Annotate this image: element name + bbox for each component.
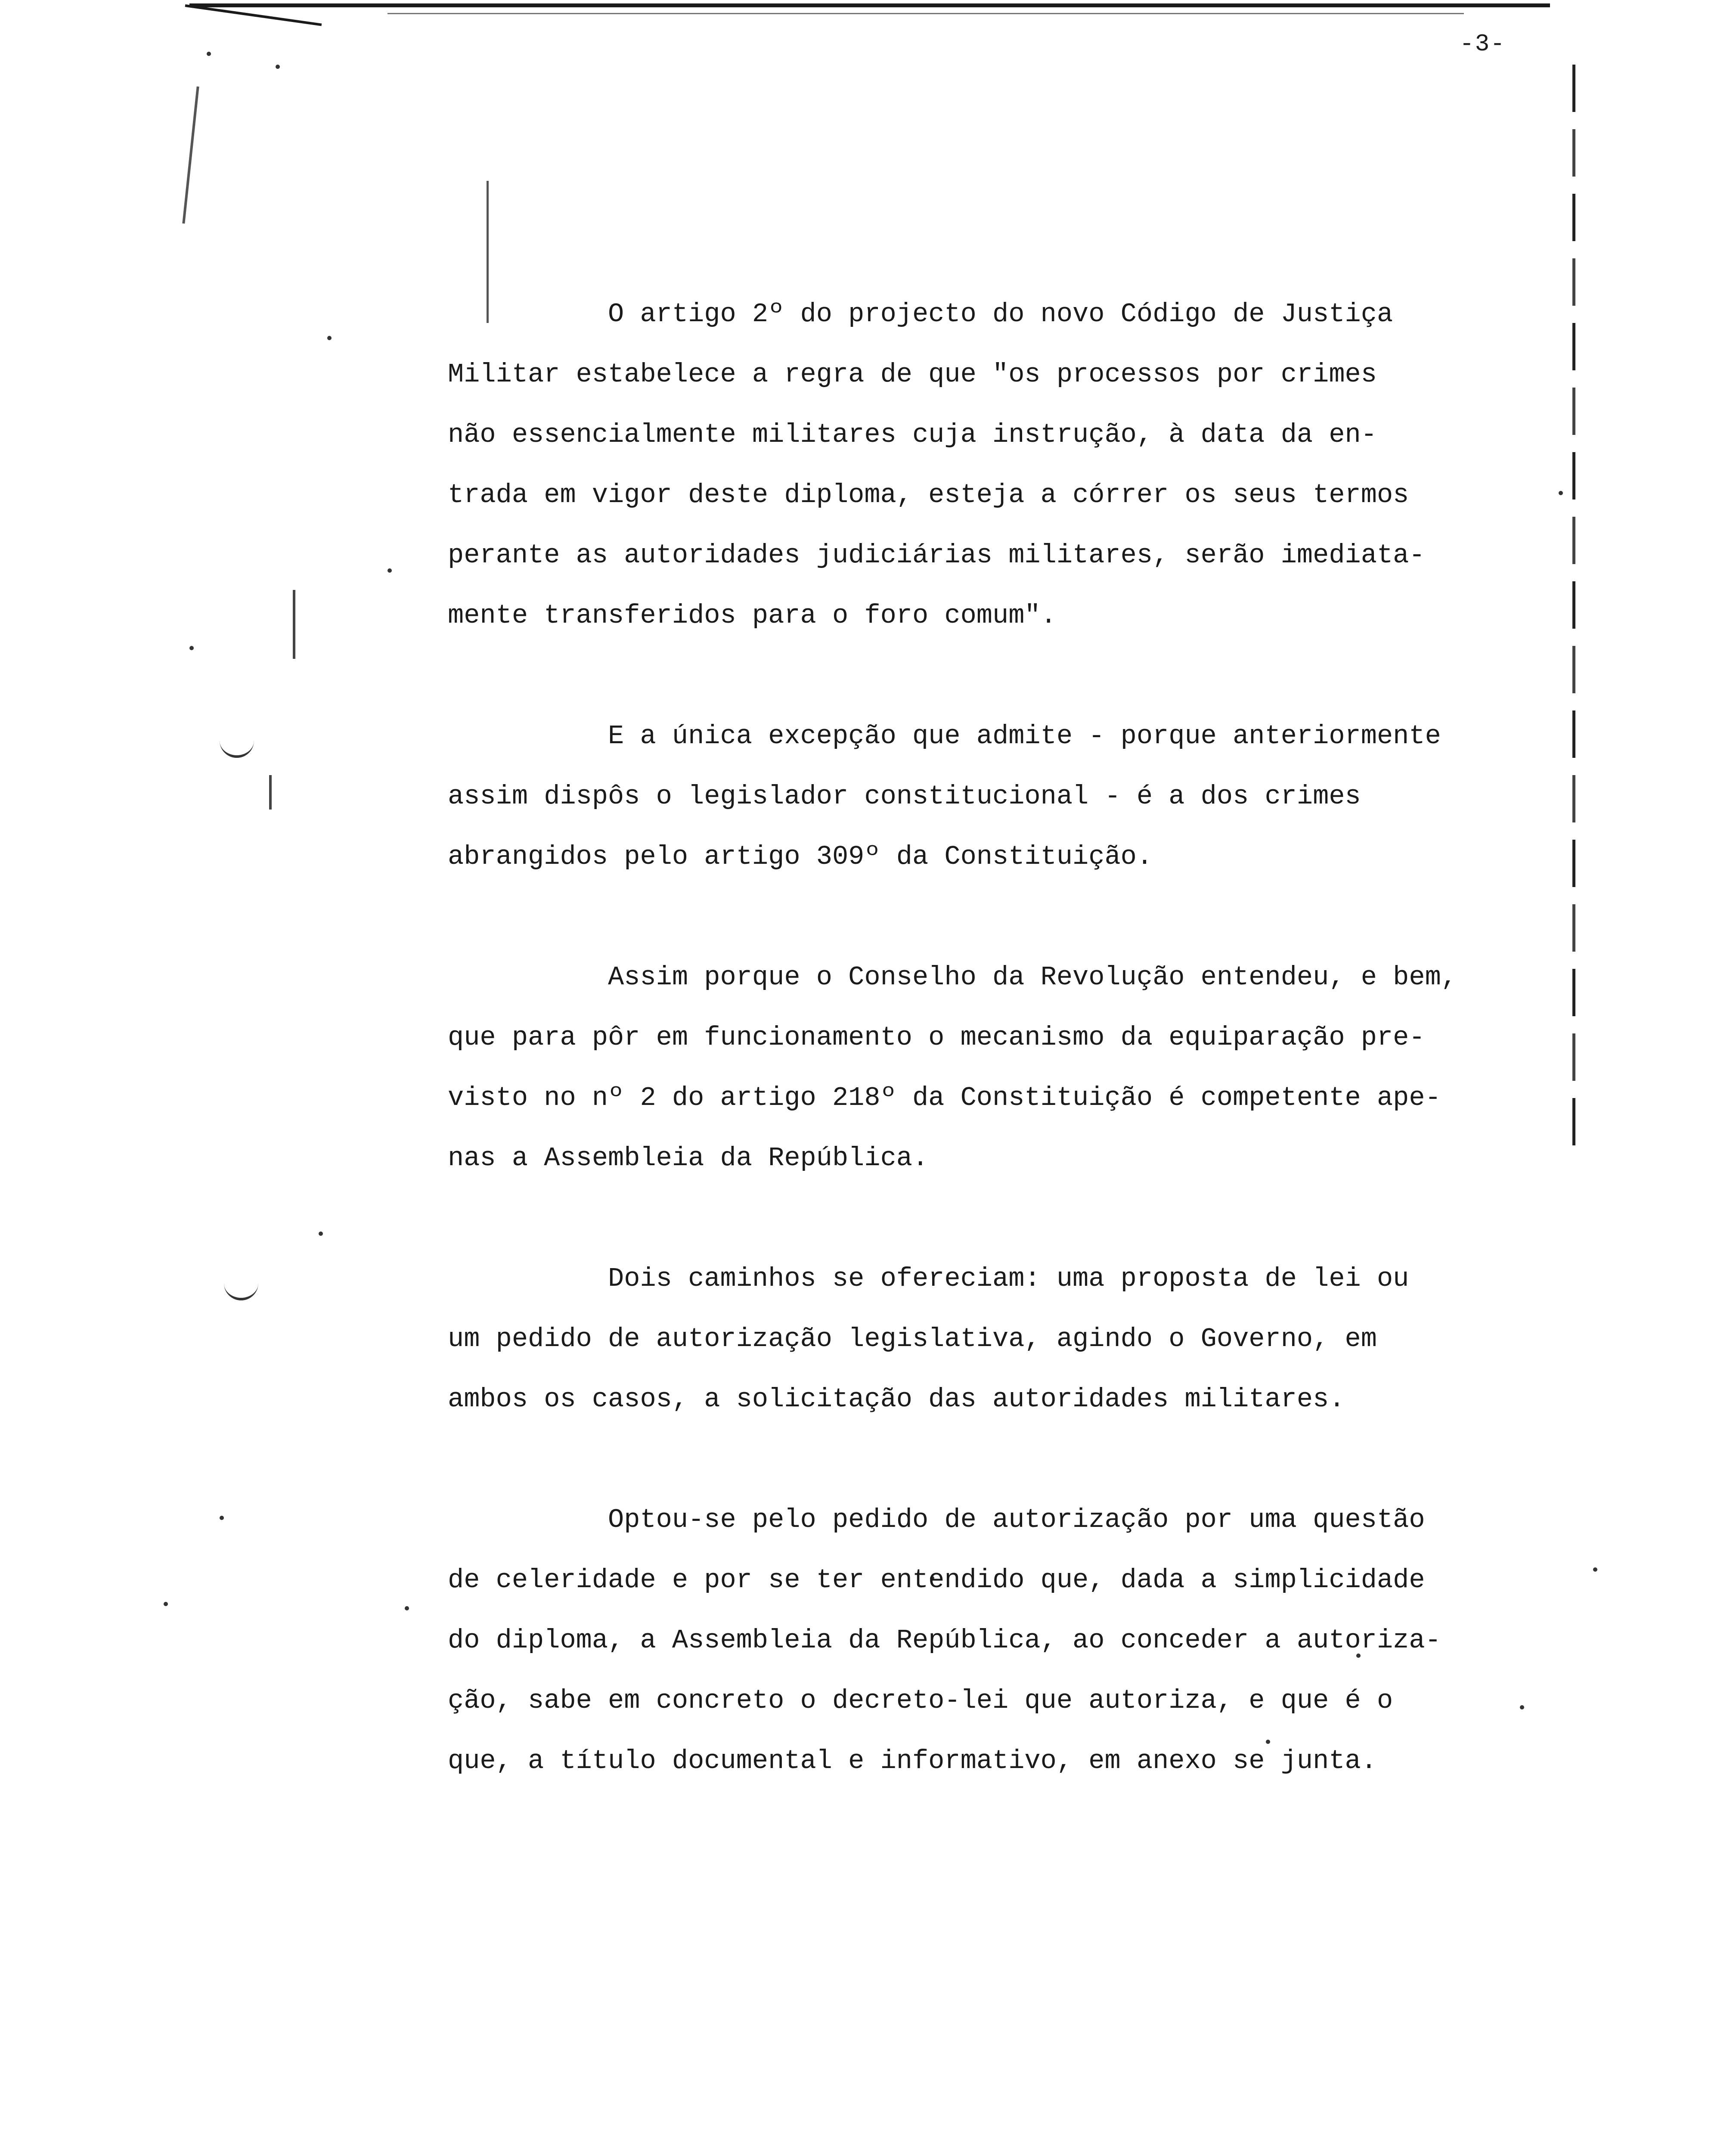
scan-speck <box>207 52 211 56</box>
text-line: assim dispôs o legislador constitucional - é a dos crimes <box>448 781 1361 812</box>
text-line: perante as autoridades judiciárias militares, serão imediata- <box>448 540 1425 571</box>
text-line: que, a título documental e informativo, em anexo se junta. <box>448 1746 1377 1776</box>
text-line: do diploma, a Assembleia da República, ao conceder a autoriza- <box>448 1625 1441 1656</box>
scan-speck <box>319 1232 323 1236</box>
scan-speck <box>388 568 392 573</box>
text-line: O artigo 2º do projecto do novo Código de Justiça <box>448 299 1393 329</box>
text-line: trada em vigor deste diploma, esteja a córrer os seus termos <box>448 480 1409 510</box>
text-line: Assim porque o Conselho da Revolução entendeu, e bem, <box>448 962 1457 993</box>
paragraph-4 <box>448 1249 1550 1430</box>
paragraph-3 <box>448 947 1550 1188</box>
paragraph-2 <box>448 706 1550 887</box>
text-line: Militar estabelece a regra de que "os processos por crimes <box>448 359 1377 390</box>
scan-right-edge <box>1572 65 1575 1150</box>
scan-speck <box>189 646 194 650</box>
text-line: visto no nº 2 do artigo 218º da Constituição é competente ape- <box>448 1083 1441 1113</box>
scan-top-rule-thin <box>388 13 1464 14</box>
scan-smudge <box>220 741 254 758</box>
scan-left-mark <box>293 590 295 659</box>
scan-speck <box>276 65 280 69</box>
text-line: mente transferidos para o foro comum". <box>448 600 1057 631</box>
scan-top-rule <box>189 3 1550 7</box>
text-line: Optou-se pelo pedido de autorização por uma questão <box>448 1505 1425 1535</box>
scan-left-mark <box>269 775 272 810</box>
body-text <box>448 284 1550 1852</box>
scan-speck <box>1593 1567 1597 1572</box>
scan-speck <box>164 1602 168 1606</box>
page-number: -3- <box>1460 30 1506 58</box>
paragraph-1 <box>448 284 1550 646</box>
text-line: E a única excepção que admite - porque anteriormente <box>448 721 1441 751</box>
scan-smudge <box>224 1283 258 1300</box>
text-line: ambos os casos, a solicitação das autoridades militares. <box>448 1384 1345 1415</box>
scan-speck <box>220 1516 224 1520</box>
text-line: que para pôr em funcionamento o mecanismo da equiparação pre- <box>448 1022 1425 1053</box>
text-line: nas a Assembleia da República. <box>448 1143 929 1173</box>
text-line: Dois caminhos se ofereciam: uma proposta de lei ou <box>448 1263 1409 1294</box>
scan-corner-line <box>185 4 322 26</box>
text-line: abrangidos pelo artigo 309º da Constituição. <box>448 841 1153 872</box>
text-line: ção, sabe em concreto o decreto-lei que autoriza, e que é o <box>448 1685 1393 1716</box>
text-line: de celeridade e por se ter entendido que, dada a simplicidade <box>448 1565 1425 1595</box>
text-line: não essencialmente militares cuja instrução, à data da en- <box>448 419 1377 450</box>
scan-speck <box>327 336 332 340</box>
scan-speck <box>1559 491 1563 495</box>
scan-left-mark <box>182 87 199 224</box>
paragraph-5 <box>448 1490 1550 1791</box>
scan-speck <box>405 1606 409 1610</box>
text-line: um pedido de autorização legislativa, agindo o Governo, em <box>448 1324 1377 1354</box>
